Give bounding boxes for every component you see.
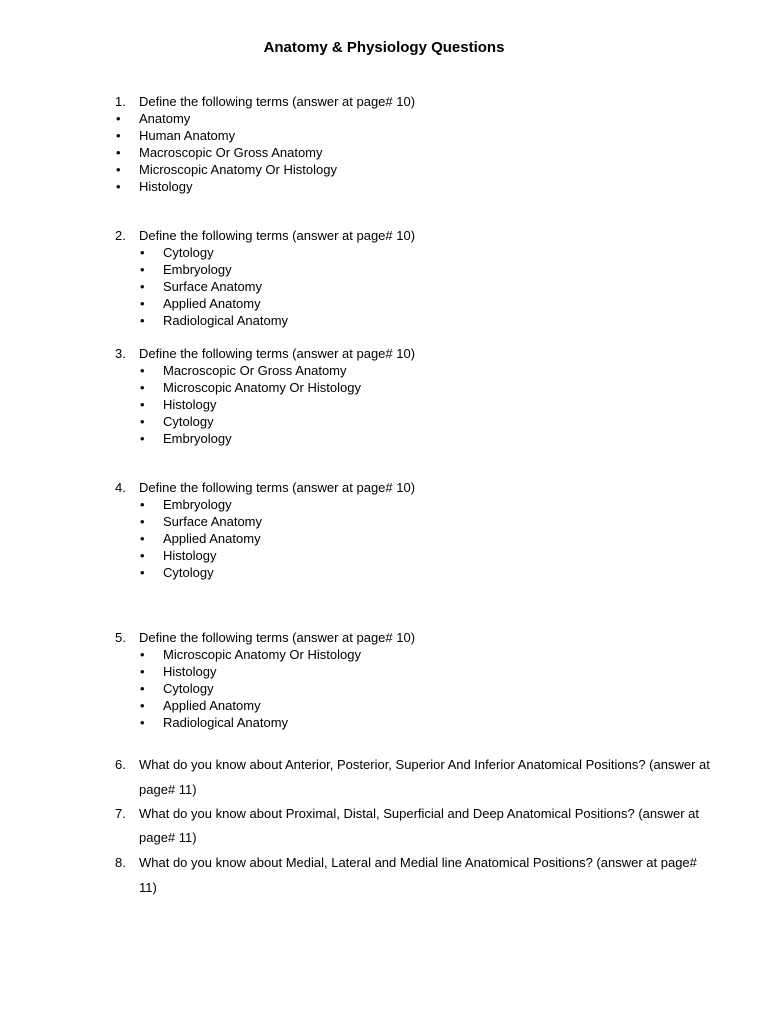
bullet-icon: • (140, 531, 145, 546)
list-item-text: Cytology (163, 245, 214, 260)
list-item-text: Histology (163, 548, 217, 563)
bullet-icon: • (140, 414, 145, 429)
question-text-continued: page# 11) (139, 830, 197, 845)
list-item-text: Human Anatomy (139, 128, 236, 143)
list-item-text: Radiological Anatomy (163, 313, 289, 328)
bullet-icon: • (140, 548, 145, 563)
bullet-icon: • (140, 397, 145, 412)
bullet-icon: • (140, 431, 145, 446)
list-item-text: Histology (163, 397, 217, 412)
list-item-text: Macroscopic Or Gross Anatomy (139, 145, 323, 160)
list-item-text: Applied Anatomy (163, 531, 261, 546)
bullet-icon: • (140, 664, 145, 679)
question-number: 1. (115, 94, 126, 109)
question-number: 6. (115, 757, 126, 772)
list-item-text: Embryology (163, 431, 232, 446)
bullet-icon: • (140, 647, 145, 662)
bullet-icon: • (140, 380, 145, 395)
bullet-icon: • (140, 363, 145, 378)
list-item-text: Embryology (163, 497, 232, 512)
bullet-icon: • (140, 497, 145, 512)
question-text: Define the following terms (answer at page# 10) (139, 228, 416, 243)
bullet-icon: • (140, 279, 145, 294)
question-text: What do you know about Anterior, Posterior, Superior And Inferior Anatomical Positions? (answer at (139, 757, 710, 772)
bullet-icon: • (140, 313, 145, 328)
list-item-text: Microscopic Anatomy Or Histology (163, 380, 361, 395)
question-number: 3. (115, 346, 126, 361)
question-number: 4. (115, 480, 126, 495)
list-item-text: Histology (163, 664, 217, 679)
bullet-icon: • (116, 128, 121, 143)
question-number: 5. (115, 630, 126, 645)
list-item-text: Macroscopic Or Gross Anatomy (163, 363, 347, 378)
bullet-icon: • (140, 698, 145, 713)
question-number: 8. (115, 855, 126, 870)
page-title: Anatomy & Physiology Questions (263, 39, 505, 56)
bullet-icon: • (140, 245, 145, 260)
question-text: What do you know about Proximal, Distal, Superficial and Deep Anatomical Positions? (answer at (139, 806, 700, 821)
list-item-text: Microscopic Anatomy Or Histology (139, 162, 337, 177)
question-text: Define the following terms (answer at page# 10) (139, 346, 416, 361)
bullet-icon: • (116, 111, 121, 126)
bullet-icon: • (140, 565, 145, 580)
list-item-text: Histology (139, 179, 193, 194)
list-item-text: Embryology (163, 262, 232, 277)
bullet-icon: • (116, 179, 121, 194)
list-item-text: Applied Anatomy (163, 296, 261, 311)
list-item-text: Cytology (163, 414, 214, 429)
bullet-icon: • (140, 514, 145, 529)
question-text: Define the following terms (answer at page# 10) (139, 94, 416, 109)
list-item-text: Anatomy (139, 111, 191, 126)
question-text: What do you know about Medial, Lateral and Medial line Anatomical Positions? (answer at page# (139, 855, 697, 870)
question-text-continued: page# 11) (139, 782, 197, 797)
list-item-text: Surface Anatomy (163, 514, 262, 529)
list-item-text: Microscopic Anatomy Or Histology (163, 647, 361, 662)
question-text: Define the following terms (answer at page# 10) (139, 630, 416, 645)
bullet-icon: • (140, 296, 145, 311)
question-text-continued: 11) (139, 880, 157, 895)
question-text: Define the following terms (answer at page# 10) (139, 480, 416, 495)
bullet-icon: • (116, 145, 121, 160)
bullet-icon: • (140, 681, 145, 696)
bullet-icon: • (140, 715, 145, 730)
list-item-text: Cytology (163, 565, 214, 580)
list-item-text: Cytology (163, 681, 214, 696)
question-number: 2. (115, 228, 126, 243)
bullet-icon: • (116, 162, 121, 177)
list-item-text: Applied Anatomy (163, 698, 261, 713)
question-number: 7. (115, 806, 126, 821)
list-item-text: Surface Anatomy (163, 279, 262, 294)
bullet-icon: • (140, 262, 145, 277)
list-item-text: Radiological Anatomy (163, 715, 289, 730)
